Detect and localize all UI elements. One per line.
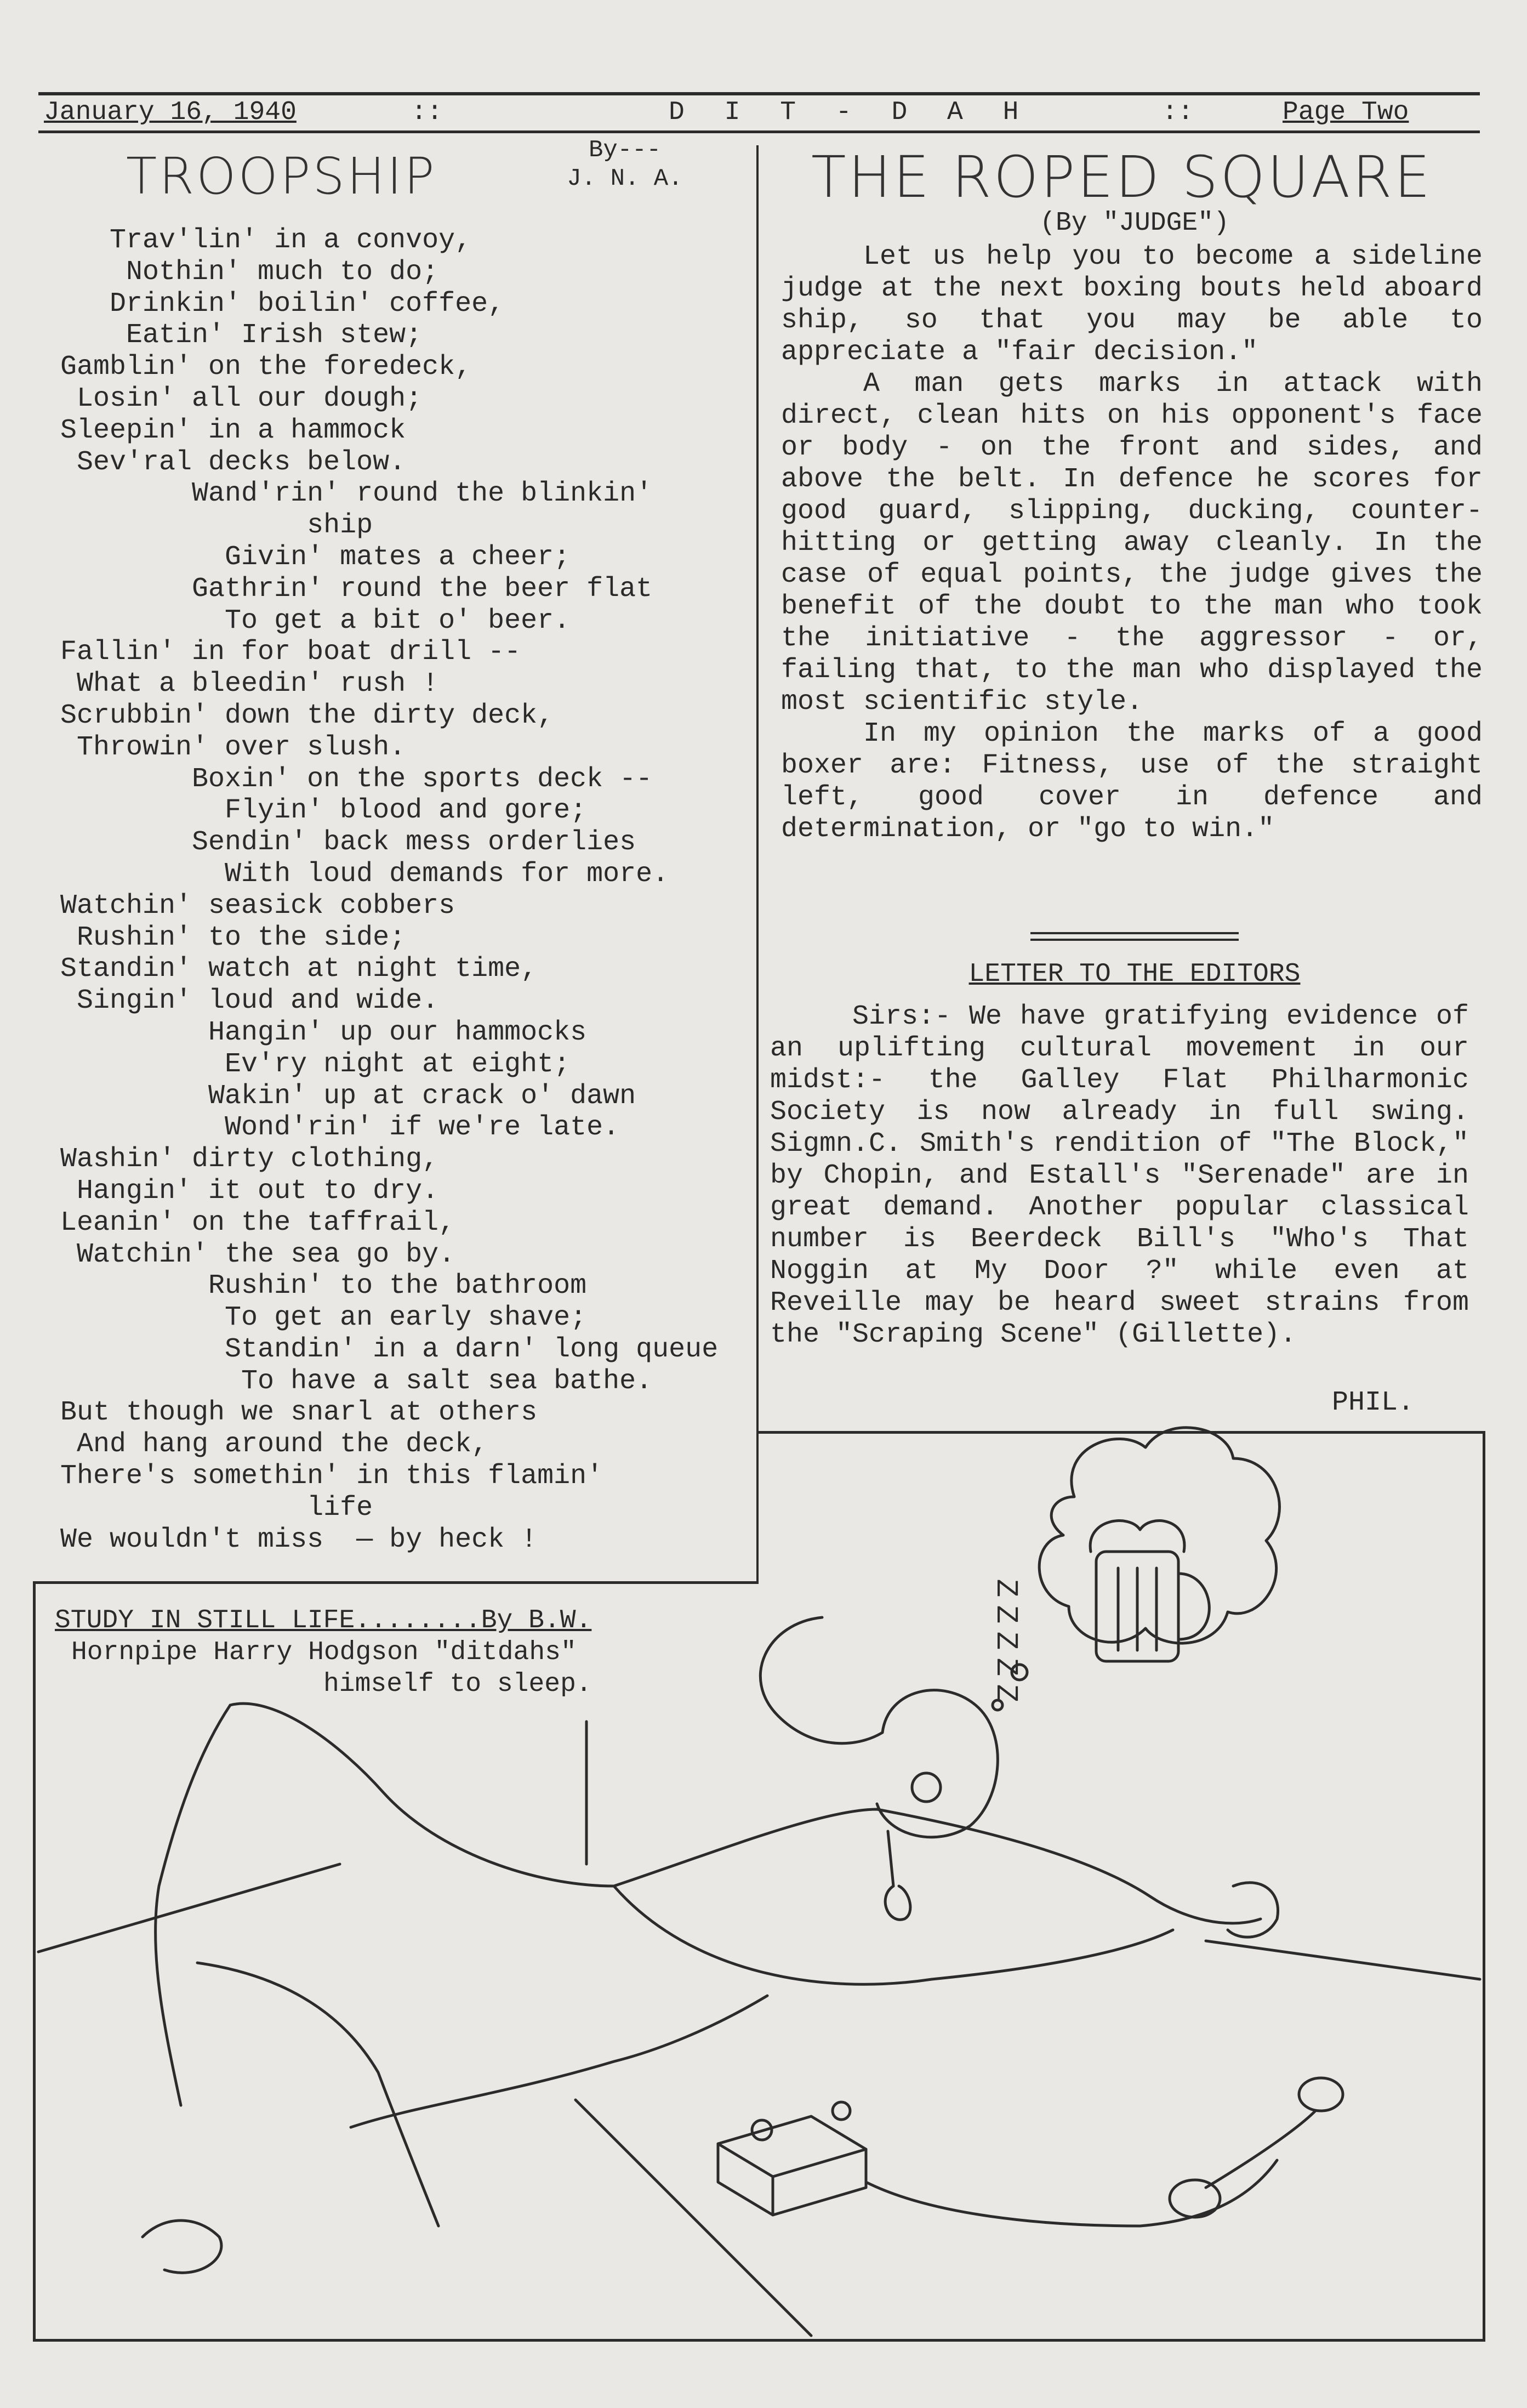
sleeper-foot [143,2220,221,2273]
poem-line: life [60,1492,373,1524]
roped-square-paragraph: In my opinion the marks of a good boxer are: Fitness, use of the straight left, good cover in defence and determination, or "go to win." [781,718,1483,845]
cartoon-caption-line-2: himself to sleep. [323,1669,592,1699]
beer-foam [1090,1521,1184,1552]
cartoon-caption-title: STUDY IN STILL LIFE........By B.W. [55,1606,592,1635]
poem-line: To get a bit o' beer. [60,605,571,637]
sleeper-body [614,1809,1261,1923]
sleeper-hand [1228,1883,1278,1937]
letter-signature: PHIL. [1332,1387,1415,1418]
poem-byline-by: By--- [588,137,662,164]
roped-square-byline: (By "JUDGE") [1040,208,1229,238]
headphone-earpiece [1170,2180,1220,2217]
poem-line: To get an early shave; [60,1302,587,1334]
letter-text: Sirs:- We have gratifying evidence of an uplifting cultural movement in our midst:- the Galley Flat Philharmonic Society is now already in full swing. Sigmn.C. Smith's rendition of "The Block," by Chopin, and Estall's "Serenade" are in great demand. Another popular classical number is Beerdeck Bill's "Who's That Noggin at My Door ?" while even at Reveille may be heard sweet strains from the "Scraping Scene" (Gillette). [770,1001,1469,1350]
poem-line: Drinkin' boilin' coffee, [60,288,505,320]
poem-line: Losin' all our dough; [60,383,423,414]
wall-line [38,1864,340,1952]
poem-line: Sendin' back mess orderlies [60,827,636,859]
page-number: Page Two [1283,98,1409,127]
poem-line: What a bleedin' rush ! [60,668,439,700]
poem-line: Wand'rin' round the blinkin' [60,478,653,510]
poem-line: Rushin' to the bathroom [60,1270,587,1302]
poem-byline-author: J. N. A. [567,165,683,192]
headphone-cable [866,2160,1277,2226]
poem-line: Fallin' in for boat drill -- [60,637,521,668]
poem-line: Scrubbin' down the dirty deck, [60,700,554,731]
sleeper-arm-raised [760,1617,882,1743]
poem-line: Boxin' on the sports deck -- [60,763,653,795]
issue-date: January 16, 1940 [44,98,297,127]
poem-line: There's somethin' in this flamin' [60,1461,603,1492]
floor-line-right [1206,1941,1480,1979]
header-separator-left: :: [411,98,443,127]
poem-line: Wond'rin' if we're late. [60,1112,620,1144]
poem-line: But though we snarl at others [60,1397,538,1429]
poem-line: Watchin' seasick cobbers [60,890,455,922]
poem-line: Hangin' it out to dry. [60,1175,439,1207]
sleeper-pipe-icon [885,1831,910,1919]
poem-line: Eatin' Irish stew; [60,320,423,351]
poem-line: Sleepin' in a hammock [60,414,406,446]
poem-line: With loud demands for more. [60,858,669,890]
poem-line: Ev'ry night at eight; [60,1048,571,1080]
poem-title: TROOPSHIP [126,147,437,206]
roped-square-paragraph: A man gets marks in attack with direct, clean hits on his opponent's face or body - on the front and sides, and above the belt. In defence he scores for good guard, slipping, ducking, counter-hitting or getting away cleanly. In the case of equal points, the judge gives the benefit of the doubt to the man who took the initiative - the aggressor - or, failing that, to the man who displayed the most scientific style. [781,368,1483,718]
floor-line [576,2100,811,2336]
poem-line: Washin' dirty clothing, [60,1144,439,1175]
thought-bubble [1039,1428,1279,1643]
sleeper-back [614,1886,1173,1984]
header-separator-right: :: [1162,98,1194,127]
paper-title: D I T - D A H [669,98,1031,127]
poem-line: ship [60,510,373,542]
sleeper-leg-second [197,1963,438,2226]
poem-line: To have a salt sea bathe. [60,1365,653,1397]
poem-line: And hang around the deck, [60,1429,488,1461]
poem-line: Standin' in a darn' long queue [60,1333,719,1365]
poem-line: Throwin' over slush. [60,731,406,763]
poem-line: Rushin' to the side; [60,922,406,953]
poem-line: Givin' mates a cheer; [60,541,571,573]
poem-line: Gamblin' on the foredeck, [60,351,472,383]
sleeper-head [877,1690,998,1837]
poem-line: Flyin' blood and gore; [60,795,587,827]
poem-line: Watchin' the sea go by. [60,1239,455,1270]
roped-square-paragraph: Let us help you to become a sideline judge at the next boxing bouts held aboard ship, so that you may be able to appreciate a "fair decision." [781,241,1483,368]
letter-heading: LETTER TO THE EDITORS [968,959,1301,989]
poem-line: Trav'lin' in a convoy, [60,225,472,256]
poem-line: Gathrin' round the beer flat [60,573,653,605]
poem-line: Wakin' up at crack o' dawn [60,1080,636,1112]
poem-line: We wouldn't miss — by heck ! [60,1524,538,1555]
poem-line: Sev'ral decks below. [60,446,406,478]
poem-line: Nothin' much to do; [60,256,439,288]
poem-line: Standin' watch at night time, [60,953,538,985]
morse-key-icon [718,2116,866,2215]
sleeper-trousers [351,1996,767,2127]
sleeper-leg-lower [156,1705,230,2105]
beer-mug-handle [1178,1574,1209,1639]
snore-zzz: Z Z Z Z Z [991,1579,1024,1702]
headphone-earpiece [1299,2078,1343,2111]
roped-square-title: THE ROPED SQUARE [811,144,1433,211]
poem-line: Hangin' up our hammocks [60,1016,587,1048]
sleeper-spectacles [912,1773,941,1802]
poem-line: Singin' loud and wide. [60,985,439,1017]
cartoon-caption-line-1: Hornpipe Harry Hodgson "ditdahs" [71,1638,577,1667]
sleeper-leg-upper [230,1703,614,1886]
poem-line: Leanin' on the taffrail, [60,1207,455,1239]
